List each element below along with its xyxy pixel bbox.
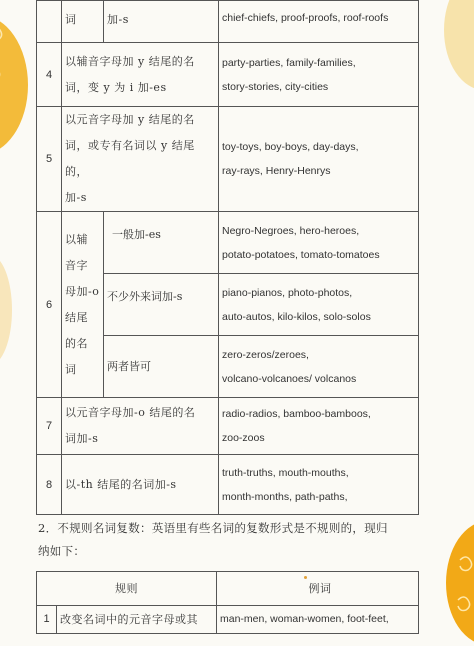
rule-line: 结尾 — [65, 310, 88, 324]
example-line: Negro-Negroes, hero-heroes, — [222, 224, 360, 237]
examples-cell — [219, 43, 419, 107]
rule-line: 音字 — [65, 258, 88, 272]
rule-cell — [62, 107, 219, 212]
header-examples-label: 例词 — [308, 582, 332, 595]
irregular-table-wrapper — [36, 571, 418, 634]
sub-rule-cell: 两者皆可 — [104, 336, 219, 398]
row-number: 5 — [37, 107, 62, 212]
irregular-plural-note — [38, 517, 438, 563]
rule-line: 词，或专有名词以 y 结尾的， — [65, 139, 195, 178]
plural-rules-table — [36, 0, 419, 515]
decor-circle-left — [0, 10, 40, 160]
rule-line: 词 — [65, 362, 77, 376]
row-number: 4 — [37, 43, 62, 107]
examples-cell — [219, 398, 419, 455]
row-number: 6 — [37, 212, 62, 398]
rule-cell: 以-th 结尾的名词加-s — [62, 455, 219, 515]
note-line: 纳如下： — [38, 544, 86, 558]
examples-cell — [219, 274, 419, 336]
example-line: party-parties, family-families, — [222, 56, 356, 69]
table-row — [37, 107, 419, 212]
example-line: ray-rays, Henry-Henrys — [222, 165, 331, 177]
examples-cell — [219, 107, 419, 212]
decor-circle-left-bottom — [0, 250, 14, 370]
examples-cell — [219, 336, 419, 398]
rule-cell — [62, 398, 219, 455]
example-line: month-months, path-paths, — [222, 490, 348, 503]
rule-cell: 改变名词中的元音字母或其 — [57, 606, 217, 634]
table-row — [37, 398, 419, 455]
examples-cell — [219, 455, 419, 515]
example-line: potato-potatoes, tomato-tomatoes — [222, 248, 380, 261]
example-line: story-stories, city-cities — [222, 80, 329, 93]
table-row — [37, 212, 419, 274]
plural-rules-table-wrapper — [36, 0, 418, 515]
rule-line: 以辅 — [65, 232, 88, 246]
rule-line: 以元音字母加-o 结尾的名 — [65, 406, 196, 419]
example-line: volcano-volcanoes/ volcanos — [222, 372, 357, 385]
dot-mark — [304, 576, 307, 579]
header-examples — [217, 572, 419, 606]
examples-cell: man-men, woman-women, foot-feet, — [217, 606, 419, 634]
rule-cell: 加-s — [104, 1, 219, 43]
rule-line: 加-s — [65, 191, 87, 204]
rule-line: 的名 — [65, 336, 88, 350]
rule-cell — [62, 212, 104, 398]
header-rule: 规则 — [37, 572, 217, 606]
rule-line: 以元音字母加 y 结尾的名 — [65, 113, 195, 126]
example-line: zoo-zoos — [222, 432, 265, 444]
example-line: zero-zeros/zeroes, — [222, 348, 309, 361]
table-row — [37, 1, 419, 43]
example-line: piano-pianos, photo-photos, — [222, 286, 353, 299]
examples-cell: chief-chiefs, proof-proofs, roof-roofs — [219, 1, 419, 43]
row-number: 1 — [37, 606, 57, 634]
row-number: 8 — [37, 455, 62, 515]
example-line: toy-toys, boy-boys, day-days, — [222, 141, 359, 153]
example-line: radio-radios, bamboo-bamboos, — [222, 408, 371, 420]
table-row — [37, 43, 419, 107]
example-line: auto-autos, kilo-kilos, solo-solos — [222, 310, 371, 323]
decor-circle-right-top — [432, 0, 474, 90]
sub-rule-cell: 一般加-es — [104, 212, 219, 274]
examples-cell — [219, 212, 419, 274]
rule-line: 词，变 y 为 i 加-es — [65, 80, 167, 94]
note-line: 2．不规则名词复数：英语里有些名词的复数形式是不规则的，现归 — [38, 521, 388, 535]
rule-line: 以辅音字母加 y 结尾的名 — [65, 54, 195, 68]
rule-line: 词加-s — [65, 432, 99, 445]
rule-cell: 词 — [62, 1, 104, 43]
rule-line: 母加-o — [65, 284, 100, 298]
decor-circle-right-bottom — [440, 520, 474, 646]
table-row — [37, 455, 419, 515]
row-number — [37, 1, 62, 43]
row-number: 7 — [37, 398, 62, 455]
example-line: truth-truths, mouth-mouths, — [222, 466, 349, 479]
table-header-row — [37, 572, 419, 606]
table-row — [37, 606, 419, 634]
rule-cell — [62, 43, 219, 107]
sub-rule-cell: 不少外来词加-s — [104, 274, 219, 336]
irregular-plural-table — [36, 571, 419, 634]
